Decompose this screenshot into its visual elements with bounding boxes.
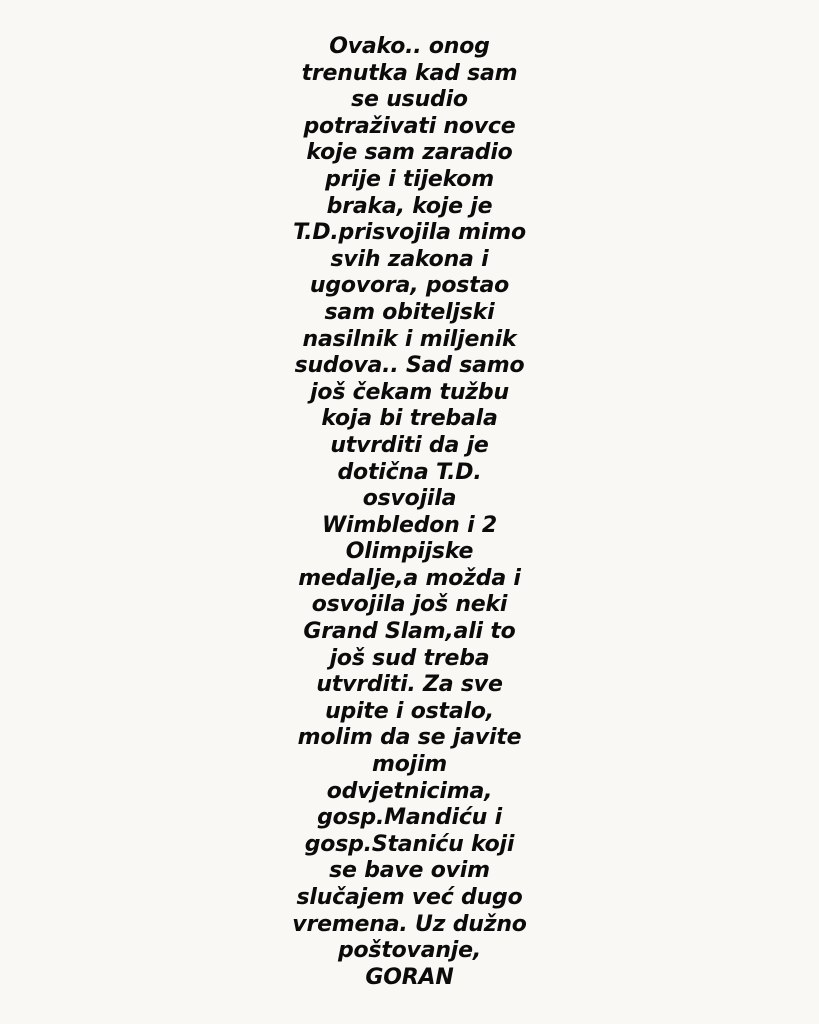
text-line: slučajem već dugo [296,885,523,910]
text-line: svih zakona i [330,246,489,272]
text-line: utvrditi. Za sve [316,672,503,698]
text-line: Wimbledon i 2 [321,512,498,538]
text-line: gosp.Mandiću i [317,805,502,831]
text-line: koja bi trebala [321,406,498,432]
text-line: medalje,a možda i [298,565,521,591]
text-line: ugovora, postao [309,273,510,299]
text-line: Grand Slam,ali to [303,619,516,645]
text-line: upite i ostalo, [325,698,494,724]
text-line: braka, koje je [326,193,493,219]
text-line: T.D.prisvojila mimo [293,220,526,246]
text-line: još sud treba [329,645,490,671]
text-line: osvojila još neki [311,592,508,618]
post-text [0,34,819,991]
text-line: Ovako.. onog [329,34,490,59]
text-line: molim da se javite [297,725,522,751]
text-line: mojim [371,752,448,778]
text-line: dotična T.D. [337,459,482,485]
text-line: sudova.. Sad samo [294,353,525,379]
text-line: poštovanje, [337,938,482,964]
text-line: nasilnik i miljenik [302,326,517,352]
text-line: još čekam tužbu [310,379,509,405]
text-line: odvjetnicima, [326,778,493,804]
text-line: trenutka kad sam [301,60,518,86]
text-line: gosp.Staniću koji [304,831,515,857]
signature-line: GORAN [365,964,454,990]
text-line: se bave ovim [329,858,490,884]
text-line: Olimpijske [345,539,474,565]
text-line: koje sam zaradio [306,140,513,166]
text-line: sam obiteljski [324,299,495,325]
text-line: utvrditi da je [330,432,489,458]
text-line: vremena. Uz dužno [292,911,527,937]
text-line: se usudio [351,87,468,113]
text-line: potraživati novce [303,113,516,139]
text-line: prije i tijekom [325,166,494,192]
text-line: osvojila [362,486,457,512]
